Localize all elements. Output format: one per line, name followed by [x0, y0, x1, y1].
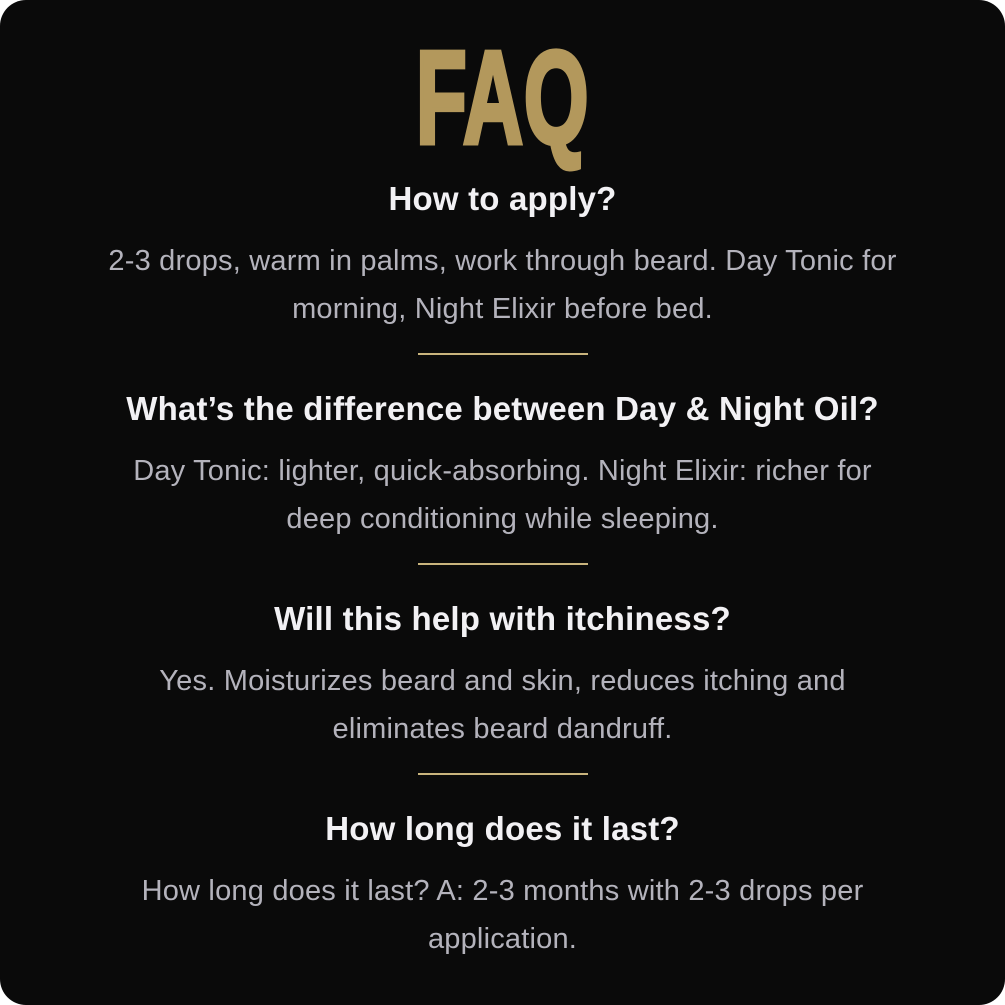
gold-divider [418, 563, 588, 565]
faq-answer [23, 867, 983, 963]
faq-item [23, 389, 983, 565]
gold-divider [418, 773, 588, 775]
faq-answer-line: How long does it last? A: 2-3 months with 2-3 drops per [141, 875, 864, 907]
faq-title-wrap [0, 24, 1005, 171]
faq-title: FAQ [415, 24, 590, 171]
faq-question: Will this help with itchiness? [274, 600, 731, 637]
faq-answer-line: application. [427, 923, 578, 955]
faq-answer [23, 447, 983, 543]
faq-item [23, 599, 983, 775]
faq-item [23, 179, 983, 355]
faq-question: How to apply? [388, 180, 617, 217]
faq-question: How long does it last? [325, 810, 680, 847]
faq-answer-line: Yes. Moisturizes beard and skin, reduces itching and [159, 665, 846, 697]
faq-answer-line: Day Tonic: lighter, quick-absorbing. Night Elixir: richer for [133, 455, 872, 487]
faq-answer [23, 237, 983, 333]
faq-list [23, 179, 983, 963]
faq-item [23, 809, 983, 963]
faq-answer-line: eliminates beard dandruff. [332, 713, 673, 745]
faq-answer-line: 2-3 drops, warm in palms, work through beard. Day Tonic for [108, 245, 897, 277]
faq-answer-line: deep conditioning while sleeping. [286, 503, 719, 535]
faq-answer-line: morning, Night Elixir before bed. [292, 293, 713, 325]
faq-answer [23, 657, 983, 753]
faq-question: What’s the difference between Day & Night Oil? [126, 390, 879, 427]
gold-divider [418, 353, 588, 355]
